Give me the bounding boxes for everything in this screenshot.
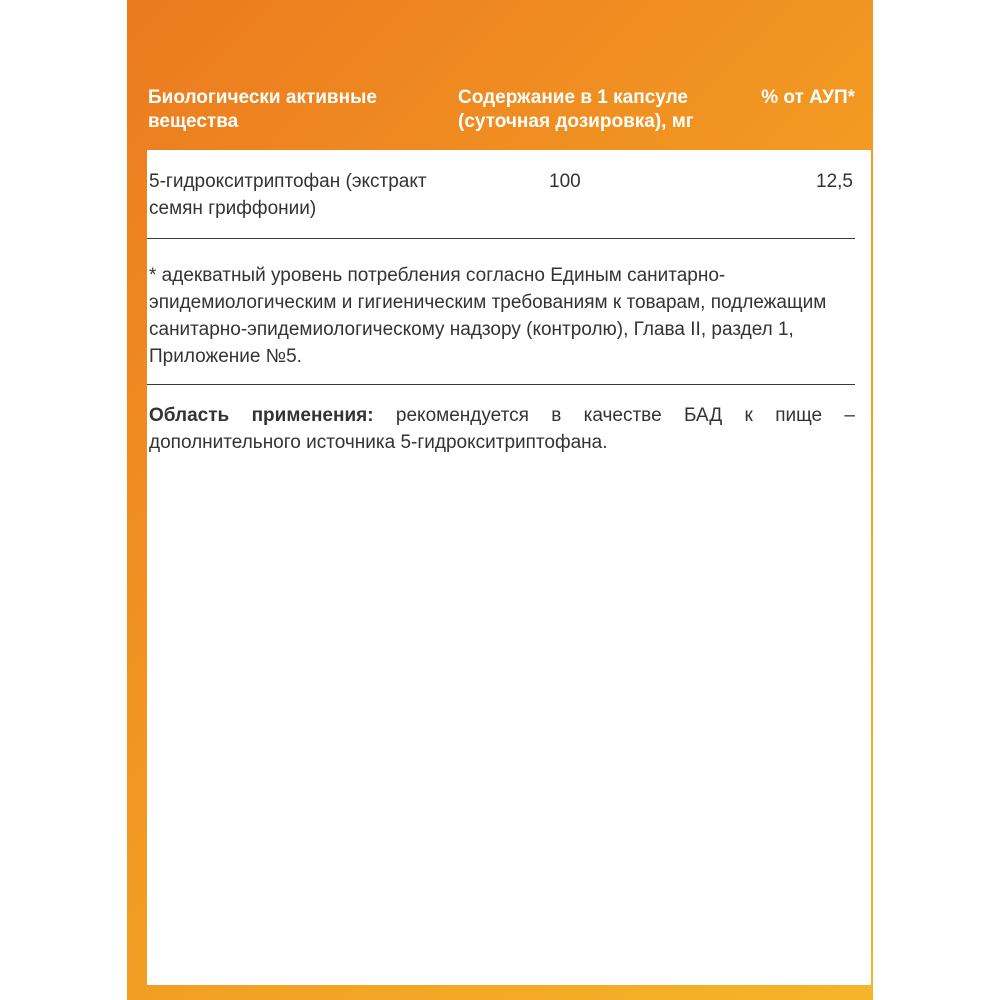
row-percent: 12,5 bbox=[816, 171, 853, 192]
divider bbox=[147, 384, 855, 385]
row-substance-name: 5-гидрокситриптофан (экстракт семян гриффонии) bbox=[149, 171, 427, 219]
header-content: Содержание в 1 капсуле (суточная дозировка), мг bbox=[458, 87, 694, 132]
usage-paragraph bbox=[149, 402, 855, 456]
footnote: * адекватный уровень потребления согласно Единым санитарно-эпидемиологическим и гигиеническим требованиям к товарам, подлежащим санитарно-эпидемиологическому надзору (контролю), Глава II, раздел 1, Приложение №5. bbox=[149, 265, 827, 367]
content-panel bbox=[147, 150, 871, 985]
orange-frame bbox=[127, 0, 873, 1000]
table-header bbox=[127, 0, 873, 150]
usage-label: Область применения: bbox=[149, 405, 374, 426]
header-substances: Биологически активные вещества bbox=[148, 87, 377, 132]
header-percent: % от АУП* bbox=[761, 87, 855, 108]
usage-text: рекомендуется в качестве БАД к пище – дополнительного источника 5-гидрокситриптофана. bbox=[149, 405, 855, 453]
row-dose: 100 bbox=[549, 171, 581, 192]
divider bbox=[147, 238, 855, 239]
